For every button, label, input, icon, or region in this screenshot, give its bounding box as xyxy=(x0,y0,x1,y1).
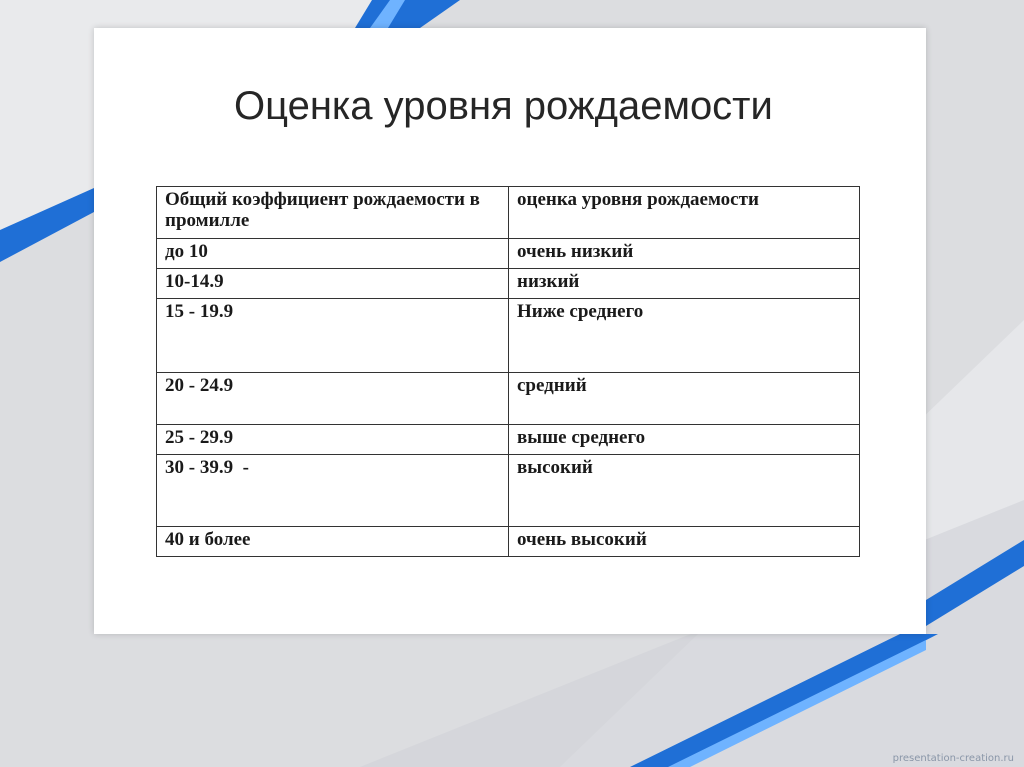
rating-cell: очень высокий xyxy=(509,527,860,557)
slide-title: Оценка уровня рождаемости xyxy=(234,84,773,128)
rating-cell: низкий xyxy=(509,269,860,299)
range-cell: 25 - 29.9 xyxy=(157,425,509,455)
table-row xyxy=(157,527,860,557)
rating-cell: очень низкий xyxy=(509,239,860,269)
rating-cell: высокий xyxy=(509,455,860,527)
rating-cell: средний xyxy=(509,373,860,425)
birth-rate-table xyxy=(156,186,860,557)
header-cell-coefficient: Общий коэффициент рождаемости в промилле xyxy=(157,187,509,239)
range-cell: 30 - 39.9 - xyxy=(157,455,509,527)
table-row xyxy=(157,239,860,269)
table-row xyxy=(157,299,860,373)
header-cell-rating: оценка уровня рождаемости xyxy=(509,187,860,239)
watermark-text: presentation-creation.ru xyxy=(892,753,1014,764)
slide-content xyxy=(94,28,926,634)
range-cell: 15 - 19.9 xyxy=(157,299,509,373)
table-row xyxy=(157,455,860,527)
range-cell: 40 и более xyxy=(157,527,509,557)
table-header-row xyxy=(157,187,860,239)
rating-cell: выше среднего xyxy=(509,425,860,455)
table-row xyxy=(157,269,860,299)
table-row xyxy=(157,373,860,425)
range-cell: до 10 xyxy=(157,239,509,269)
table-row xyxy=(157,425,860,455)
range-cell: 10-14.9 xyxy=(157,269,509,299)
rating-cell: Ниже среднего xyxy=(509,299,860,373)
range-cell: 20 - 24.9 xyxy=(157,373,509,425)
